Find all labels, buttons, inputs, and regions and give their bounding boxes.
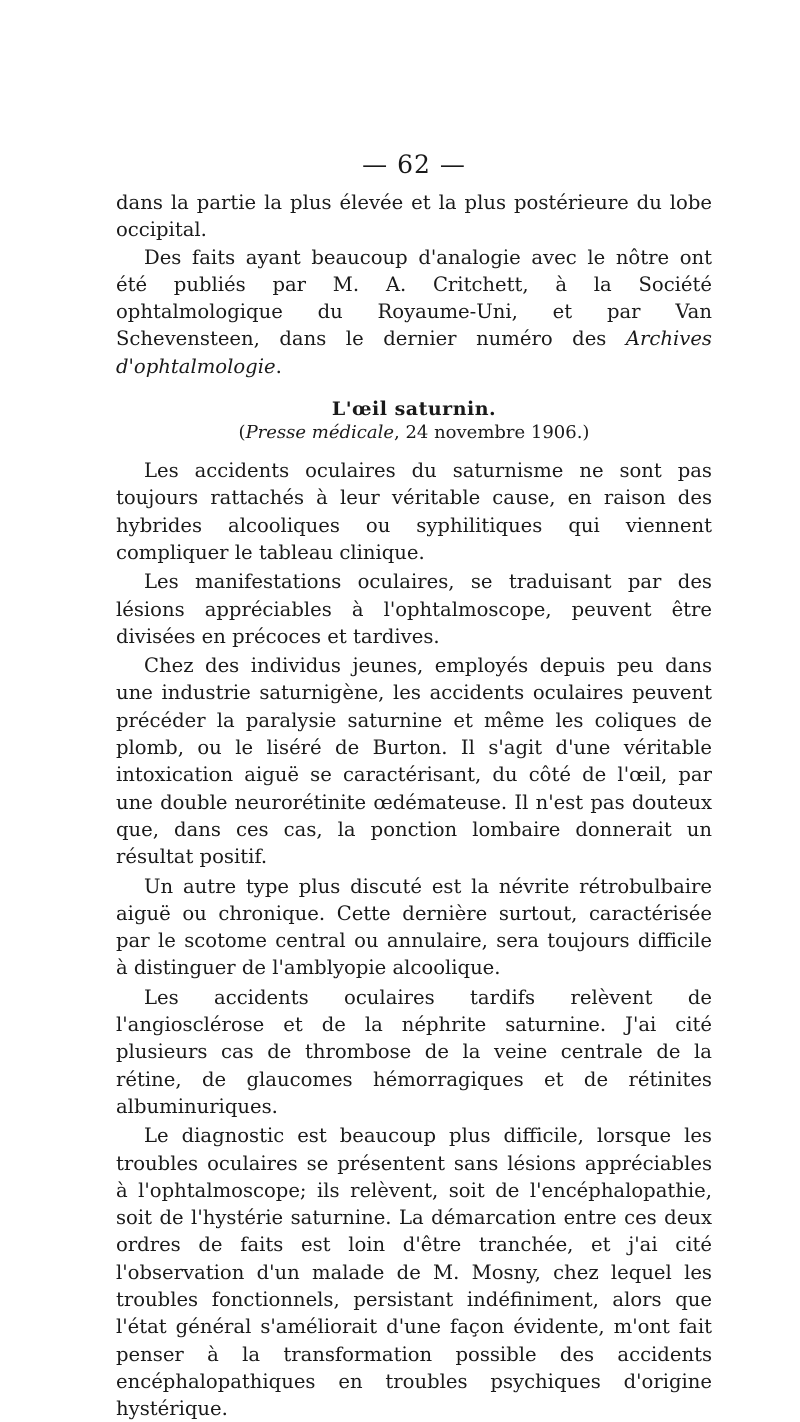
journal-title: Archives d'ophtalmologie (116, 327, 712, 378)
body-paragraph-6: Le diagnostic est beaucoup plus difficile, lorsque les troubles oculaires se présentent sans lésions appréciables à l'ophtalmoscope; ils relèvent, soit de l'encéphalopathie, soit de l'hystérie saturnine. La démarcation entre ces deux ordres de faits est loin d'être tranchée, et j'ai cité l'observation d'un malade de M. Mosny, chez lequel les troubles fonctionnels, persistant indéfiniment, alors que l'état général s'améliorait d'une façon évidente, m'ont fait penser à la transformation possible des accidents encéphalopathiques en troubles psychiques d'origine hystérique. (116, 1124, 712, 1421)
body-paragraph-5: Les accidents oculaires tardifs relèvent de l'angiosclérose et de la néphrite saturnine. J'ai cité plusieurs cas de thrombose de la veine centrale de la rétine, de glaucomes hémorragiques et de rétinites albuminuriques. (116, 985, 712, 1118)
body-paragraph-1: Les accidents oculaires du saturnisme ne sont pas toujours rattachés à leur véritable cause, en raison des hybrides alcooliques ou syphilitiques qui viennent compliquer le tableau clinique. (116, 459, 712, 564)
intro-paragraph-1: dans la partie la plus élevée et la plus postérieure du lobe occipital. (116, 191, 712, 242)
body-paragraph-2: Les manifestations oculaires, se traduisant par des lésions appréciables à l'ophtalmoscope, peuvent être divisées en précoces et tardives. (116, 570, 712, 648)
intro-paragraph-2-text: Des faits ayant beaucoup d'analogie avec le nôtre ont été publiés par M. A. Critchett, à la Société ophtalmologique du Royaume-Uni, et par Van Schevensteen, dans le dernier numéro des (116, 245, 712, 351)
intro-paragraph-2 (116, 244, 712, 380)
body-paragraph-4: Un autre type plus discuté est la névrite rétrobulbaire aiguë ou chronique. Cette dernière surtout, caractérisée par le scotome central ou annulaire, sera toujours difficile à distinguer de l'amblyopie alcoolique. (116, 874, 712, 980)
book-page (116, 150, 712, 1422)
body-paragraph-3: Chez des individus jeunes, employés depuis peu dans une industrie saturnigène, les accidents oculaires peuvent précéder la paralysie saturnine et même les coliques de plomb, ou le liséré de Burton. Il s'agit d'une véritable intoxication aiguë se caractérisant, du côté de l'œil, par une double neurorétinite œdémateuse. Il n'est pas douteux que, dans ces cas, la ponction lombaire donnerait un résultat positif. (116, 654, 712, 869)
source-open: ( (238, 422, 246, 444)
section-title: L'œil saturnin. (331, 398, 497, 421)
source-journal: Presse médicale (245, 422, 395, 444)
section-source (116, 422, 712, 443)
intro-paragraph-2-end: . (275, 354, 282, 378)
source-date: , 24 novembre 1906.) (394, 422, 590, 444)
page-number: — 62 — (362, 150, 466, 179)
